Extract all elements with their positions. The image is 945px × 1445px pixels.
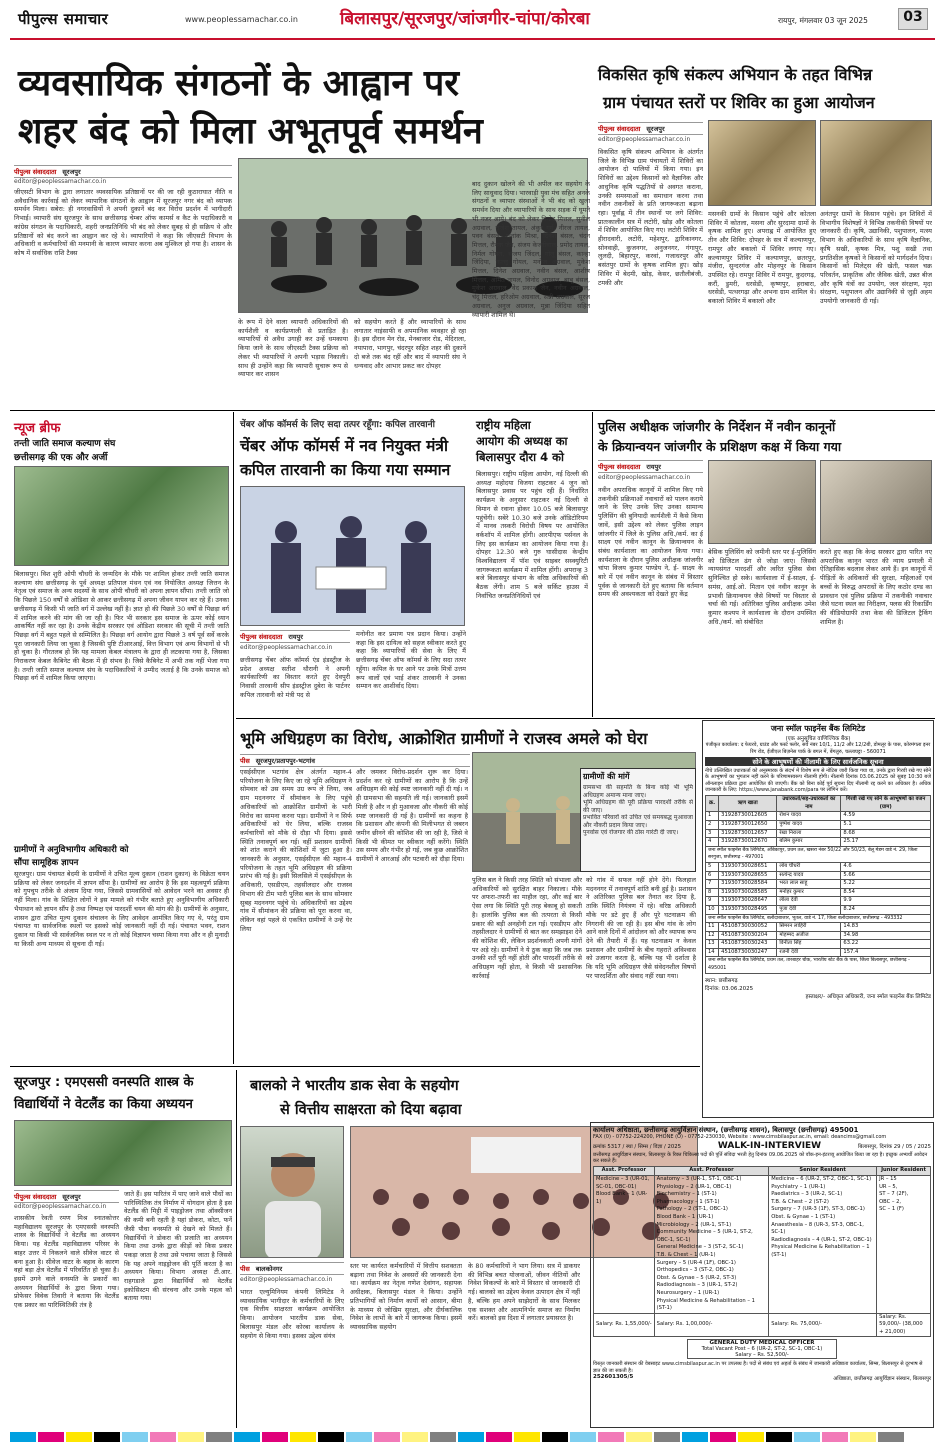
- bank-subtitle: (एक अनुसूचित वाणिज्यिक बैंक): [785, 736, 851, 742]
- bhumi-byline: [240, 754, 470, 767]
- brief-sub-body: सूरजपुर। ग्राम पंचायत बेदमी के ग्रामीणों ने उचित मूल्य दुकान (राशन दुकान) के विक्रेता चयन प्रक्रिया को लेकर जनदर्शन में ज्ञापन सौंपा है। ग्रामीणों का आरोप है कि इस महत्वपूर्ण प्रक्रिया को गुपचुप तरीके से अंजाम दिया गया, जिससे ग्रामवासियों को आवेदन भरने का अवसर ही नहीं मिला। गांव के शिक्षित लोगों ने इस मामले को गंभीर बताते हुए अनुविभागीय अधिकारी भैयाथान को ज्ञापन सौंप है तथा निष्पक्ष एवं पारदर्शी चयन की मांग की है। ग्रामीणों के अनुसार, शासन द्वारा उचित मूल्य दुकान संचालन के लिए आवेदन आमंत्रित किए गए थे, परंतु ग्राम पंचायत या सार्वजनिक स्थलों पर इसको कोई जानकारी नहीं दी गई। पंचायत भवन, राशन दुकान या किसी भी सार्वजनिक स्थल पर न तो कोई विज्ञापन चस्पा किया गया और न ही मुनादी या किसी अन्य माध्यम से सूचना दी गई।: [14, 870, 229, 948]
- police-email: editor@peoplessamachar.co.in: [598, 474, 691, 481]
- table-cell: 8.24: [841, 905, 931, 914]
- divider-bottom: [10, 1066, 700, 1067]
- walkin-col-2: Anatomy – 3 (UR-1, ST-1, OBC-1) Physiology – 2 (UR-1, OBC-1) Biochemistry – 1 (ST-1) Pharmacology – 1 (ST-1) Pathology – 2 (ST-1, OBC-1) Blood Bank – 1 (UR-1) Microbiology – 2 (UR-1, ST-1) Community Medicine – 5 (UR-1, ST-2, OBC-1, SC-1) General Medicine – 3 (ST-2, SC-1) T.B. & Chest – 1 (UR-1) Surgery – 5 (UR-4 (1F), OBC-1) Orthopedics – 3 (ST-2, OBC-1) Obst. & Gynae – 5 (UR-2, ST-3) Radiodiagnosis – 3 (UR-1, ST-2) Neurosurgery – 1 (UR-1) Physical Medicine & Rehabilitation – 1 (ST-1): [654, 1176, 769, 1314]
- bank-auction-ad: [702, 720, 934, 1118]
- byline-author: पीस: [240, 757, 250, 765]
- gdmo-box: [687, 1339, 837, 1359]
- color-swatch: [682, 1432, 708, 1442]
- table-cell: 4.6: [841, 862, 931, 871]
- table-row: [706, 940, 931, 949]
- walkin-org: कार्यालय अधिष्ठाता, छत्तीसगढ़ आयुर्विज्ञान संस्थान, (छत्तीसगढ़ शासन), बिलासपुर (छत्तीसगढ़) 495001: [593, 1126, 859, 1134]
- salary-label: Salary:: [771, 1321, 789, 1328]
- bank-address: पंजीकृत कार्यालय: द फेयरवे, ग्राउंड और फर्स्ट फ्लोर, सर्वे नंबर 10/1, 11/2 और 12/2बी, डोमलूर के पास, कोरमंगला इनर रिंग रोड, ईजीएल बिज़नेस पार्क के बगल में, बेंगलुरु, चल्लाघट्टा - 560071: [705, 742, 931, 755]
- police-headline-line-1: पुलिस अधीक्षक जांजगीर के निर्देशन में नवीन कानूनों: [598, 419, 836, 434]
- table-row: [706, 829, 931, 838]
- table-cell: 14: [706, 948, 719, 957]
- color-swatch: [94, 1432, 120, 1442]
- color-swatch: [766, 1432, 792, 1442]
- edu-headline-line-2: विद्यार्थियों ने वेटलैंड का किया अध्ययन: [14, 1097, 193, 1112]
- col-header: उधारकर्ता/सह-उधारकर्ता का नाम: [777, 796, 841, 812]
- col-header: क्र.: [706, 796, 719, 812]
- gdmo-salary: Salary – Rs. 52,500/-: [735, 1352, 789, 1359]
- police-photo-2: [820, 460, 932, 544]
- salary-cell: [654, 1313, 769, 1337]
- bank-table-body: [706, 812, 931, 973]
- table-row: [706, 838, 931, 847]
- table-cell: 10: [706, 905, 719, 914]
- table-cell: 5: [706, 862, 719, 871]
- edu-email: editor@peoplessamachar.co.in: [14, 1203, 107, 1210]
- byline-author: पीपुल्स संवाददाता: [14, 168, 57, 176]
- police-photo-1: [708, 460, 816, 544]
- walkin-col-1: Medicine – 3 (UR-01, SC-01, OBC-01) Blood Bank – 1 (UR-1): [594, 1176, 655, 1314]
- table-cell: 6: [706, 871, 719, 880]
- walkin-bottom-row: [593, 1374, 931, 1382]
- col-header: गिरवी रखे गए सोने के आभूषणों का वजन (ग्राम): [841, 796, 931, 812]
- table-cell: 31928730012670: [719, 838, 777, 847]
- lead-headline-line-1: व्यवसायिक संगठनों के आह्वान पर: [18, 63, 460, 104]
- col-header: Senior Resident: [769, 1167, 877, 1176]
- table-cell: 31930730028495: [719, 905, 777, 914]
- krishi-byline: [598, 122, 703, 135]
- color-swatch: [514, 1432, 540, 1442]
- bhumi-body-col-2: और जमकर विरोध-प्रदर्शन शुरू कर दिया। प्रदर्शन कर रहे ग्रामीणों का आरोप है कि उन्हें अधिग्रहण की कोई स्पष्ट जानकारी नहीं दी गई। न ही ग्रामसभा की सहमति ली गई। जानकारी इसमें मिली है और न ही मुआवजा और नौकरी की कोई स्पष्ट जानकारी दी गई है। ग्रामीणों का कहना है कि प्रशासन और कंपनी की मिलीभगत से जबरन जमीन छीनने की कोशिश की जा रही है, जिसे वे किसी भी कीमत पर स्वीकार नहीं करेंगे। स्थिति उस समय और गंभीर हो गई, जब कुछ आक्रोशित ग्रामीणों ने आरआई और पटवारी को दौड़ा दिया।: [356, 768, 468, 864]
- color-swatch: [710, 1432, 736, 1442]
- table-cell: मनोहर कुमार: [777, 888, 841, 897]
- krishi-email: editor@peoplessamachar.co.in: [598, 136, 691, 143]
- color-swatch: [66, 1432, 92, 1442]
- demands-title: ग्रामीणों की मांगें: [583, 772, 630, 781]
- color-swatch: [234, 1432, 260, 1442]
- walkin-footer: विस्तृत जानकारी संस्थान की वेबसाइट www.cimsbilaspur.ac.in पर उपलब्ध है। पदों से संबंध एवं अहर्ता के संबंध में जानकारी अधिष्ठाता कार्यालय, सिम्स, बिलासपुर से दूरभाष से ज्ञात की जा सकती है।: [593, 1361, 923, 1374]
- chamber-body-col-1: छत्तीसगढ़ चेंबर ऑफ कॉमर्स एंड इंडस्ट्रीज के प्रदेश अध्यक्ष सतीश थौरानी ने अपनी कार्यकारिणी का विस्तार करते हुए देवपुरी निवासी तारवानी सीप इंडस्ट्रीज दुबेरा के पार्टनर कपिल तारवानी को मंत्री पद से: [240, 656, 350, 699]
- walkin-col-4: JR – 15 UR – 5, ST – 7 (2F), OBC – 2, SC – 1 (F): [877, 1176, 931, 1314]
- table-cell: 31930730028585: [719, 888, 777, 897]
- byline-location: सूरजपुर/प्रतापपुर-भटगांव: [255, 757, 316, 765]
- table-cell: 5.1: [841, 820, 931, 829]
- table-row: [706, 948, 931, 957]
- byline-author: पीस: [240, 1265, 250, 1273]
- chamber-photo-art: [241, 487, 465, 626]
- salary-label: Salary:: [879, 1313, 897, 1320]
- bank-notice-body: नीचे उल्लिखित उधारकर्ता को अनुस्मारक के संदर्भ में विशेष रूप से नोटिस जारी किया गया था, उनके द्वारा गिरवी रखे गए सोने के आभूषणों का भुगतान नहीं करने के परिणामस्वरूप नीलामी होगी। नीलामी दिनांक 03.06.2025 को सुबह 10:30 बजे ऑनलाइन प्रक्रिया द्वारा आयोजित की जाएगी। बैंक को बिना कोई पूर्व सूचना दिए नीलामी रद्द करने का अधिकार है। अधिक जानकारी के लिए: https://www.janabank.com/para पर लॉगिन करें।: [705, 768, 931, 793]
- table-row: [706, 862, 931, 871]
- color-swatch: [262, 1432, 288, 1442]
- divider-left: [233, 412, 234, 1064]
- chamber-photo: [240, 486, 465, 626]
- table-cell: 5.22: [841, 880, 931, 889]
- table-row: [706, 931, 931, 940]
- lead-byline: [14, 165, 232, 178]
- table-cell: 63.22: [841, 940, 931, 949]
- table-row: [706, 812, 931, 821]
- color-swatch: [542, 1432, 568, 1442]
- balco-body-col-2: स्तर पर कार्यरत कर्मचारियों में वित्तीय सशक्तता बढ़ाना तथा निवेश के अवसरों की जानकारी देना था। कार्यक्रम का नेतृत्व गणेश देवांगन, सहायक अधीक्षक, बिलासपुर मंडल ने किया। उन्होंने प्रतिभागियों को निर्माण कार्यो को आसान, बीमा के माध्यम से जोखिम सुरक्षा, और दीर्घकालिक निवेश के लाभों के बारे में जागरूक किया। इसमें व्यावसायिक सहयोग: [350, 1262, 462, 1331]
- news-brief-label: न्यूज ब्रीफ: [14, 421, 61, 436]
- walkin-title-row: [593, 1141, 931, 1151]
- mahila-headline-line-3: बिलासपुर दौरा 4 को: [476, 450, 564, 464]
- table-cell: रजनी देवी: [777, 948, 841, 957]
- table-cell: 31930730028655: [719, 871, 777, 880]
- gdmo-title: GENERAL DUTY MEDICAL OFFICER: [709, 1340, 815, 1347]
- table-cell: 45108730030204: [719, 931, 777, 940]
- table-cell: 31928730012657: [719, 829, 777, 838]
- bhumi-demands-box: [580, 768, 696, 872]
- col-header: ऋण खाता: [719, 796, 777, 812]
- gdmo-posts: Total Vacant Post – 6 (UR-2, ST-2, SC-1, OBC-1): [701, 1346, 823, 1353]
- color-swatch: [598, 1432, 624, 1442]
- table-cell: 13: [706, 940, 719, 949]
- salary-value: Rs. 1,00,000/-: [675, 1321, 713, 1328]
- lead-email: editor@peoplessamachar.co.in: [14, 178, 107, 185]
- salary-value: Rs. 1,55,000/-: [615, 1321, 652, 1328]
- krishi-body-col-2: मसनकी ग्रामों के किसान पहुंचे और कोतला शिविर में कोतला, मसना और सुरदामा ग्रामों के कृषक शामिल हुए। अपराह्न में आयोजित हुए तीन और शिविर: दोपहर के सत्र में कल्याणपुर, रामपुर और बकालो में शिविर लगाए गए। कल्याणपुर शिविर में कल्याणपुर, छतरपुर, मंजीरा, सुन्दरगंज और मोहनपुर के किसान उपस्थित रहे। रामपुर शिविर में रामपुर, कुदरगढ़, करौं, डुमरी, धरसेडी, कृष्णपुर, हराबारा, धरसेडी, पत्थरगढ़ा और अभना ग्राम शामिल थे। बकालो शिविर में बकालो और: [708, 210, 816, 306]
- table-cell: 45108730030247: [719, 948, 777, 957]
- table-row: [706, 871, 931, 880]
- byline-author: पीपुल्स संवाददाता: [598, 463, 641, 471]
- krishi-headline-line-2: ग्राम पंचायत स्तरों पर शिविर का हुआ आयोजन: [603, 93, 875, 112]
- krishi-body-col-3: अनंतपुर ग्रामों के किसान पहुंचे। इन शिविरों में विभागीय विशेषज्ञों ने विभिन्न तकनीकी विषयों पर जानकारी दी। कृषि, उद्यानिकी, पशुपालन, मत्स्य विभाग के अधिकारियों के साथ कृषि वैज्ञानिक, कृषि सखी, कृषक मित्र, पशु सखी तथा प्रगतिशील कृषकों ने किसानों को मार्गदर्शन दिया। किसानों को मिलेट्स की खेती, फसल चक्र परिवर्तन, प्राकृतिक और जैविक खेती, उन्नत बीज और कृषि यंत्रों का उपयोग, जल संरक्षण, मृदा संरक्षण, पशुपालन और उद्यानिकी से जुड़ी अहम उपयोगी जानकारी दी गई।: [820, 210, 932, 306]
- table-cell: लोब चौधरी: [777, 862, 841, 871]
- walk-in-interview-ad: [590, 1122, 934, 1428]
- table-cell: 1: [706, 812, 719, 821]
- branch-address: जना स्मॉल फाइनेंस बैंक लिमिटेड, अंबिकापुर, प्रथम तल, खसरा नंबर 50/22 और 50/23, बेलू मेडम वार्ड नं. 29, जिला सरगुजा, छत्तीसगढ़ - 497001: [706, 846, 931, 862]
- table-cell: 8.54: [841, 888, 931, 897]
- lead-body-col-3: को सहयोग करते हैं और व्यापारियों के साथ लगातार नाइंसाफी व अपमानिक व्यवहार हो रहा है। इस दौरान मेन रोड, मेनबाजार रोड, मेदिराला, नयापारा, भागपुर, चंदरपुर सहित शहर की दुकानें दो बजे तक बंद रहीं और बाद में व्यापारी संघ ने धन्यवाद और आभार प्रकट कर दोपहर: [354, 318, 466, 370]
- website-url: www.peoplessamachar.co.in: [185, 15, 298, 24]
- krishi-body-col-1: विकसित कृषि संकल्प अभियान के अंतर्गत जिले के विभिन्न ग्राम पंचायतों में शिविरों का आयोजन दो पालियों में किया गया। इन शिविरों का उद्देश्य किसानों को वैज्ञानिक और आधुनिक कृषि पद्धतियों से अवगत कराना, उनकी समस्याओं का समाधान करना तथा नवीन तकनीकों के प्रति जागरूकता बढ़ाना रहा। पूर्वाह्न में तीन स्थानों पर लगे शिविर: प्रातःकालीन सत्र में लटोरी, खोड़ और कोतला में शिविर आयोजित किए गए। लटोरी शिविर में हीरादवारी, लटोरी, महेशपुर, द्वारिकानगर, सोनवाही, कुजनगर, अनुजनगर, गंगापुर, लुलदी, बिहारपुर, करवां, गजाधरपुर और बसंतपुर ग्रामों के कृषक शामिल हुए। खोड़ शिविर में बेदमी, खोड़, केसर, छतौलीबंजी, टमकी और: [598, 148, 703, 287]
- table-cell: 9.9: [841, 897, 931, 906]
- table-cell: 5.66: [841, 871, 931, 880]
- walkin-col-3: Medicine – 6 (UR-2, ST-2, OBC-1, SC-1) Psychiatry – 1 (UR-1) Paediatrics – 3 (UR-2, SC-1) T.B. & Chest – 2 (ST-2) Surgery – 7 (UR-3 (1F), ST-3, OBC-1) Obst. & Gynae – 1 (ST-1) Anaesthesia – 8 (UR-3, ST-3, OBC-1, SC-1) Radiodiagnosis – 4 (UR-1, ST-2, OBC-1) Physical Medicine & Rehabilitation – 1 (ST-1): [769, 1176, 877, 1314]
- color-swatch: [290, 1432, 316, 1442]
- balco-byline: [240, 1262, 344, 1275]
- demand-item: भूमि अधिग्रहण की पूरी प्रक्रिया पारदर्शी तरीके से की जाए।: [583, 799, 693, 814]
- salary-label: Salary:: [596, 1321, 614, 1328]
- bank-title: जना स्मॉल फाइनेंस बैंक लिमिटेड: [770, 724, 866, 733]
- color-swatch: [850, 1432, 876, 1442]
- branch-row: [706, 957, 931, 973]
- color-swatch: [878, 1432, 904, 1442]
- color-swatch: [206, 1432, 232, 1442]
- table-cell: पुष्पेश यादव: [777, 820, 841, 829]
- table-cell: 11: [706, 923, 719, 932]
- bhumi-body-col-3: पुलिस बल ने किसी तरह स्थिति को संभाला और अधिकारियों को सुरक्षित बाहर निकाला। मौके पर अफरा-तफरी का माहौल रहा, और कई बार ऐसा लगा कि स्थिति पूरी तरह बेकाबू हो सकती है। हालांकि पुलिस बल की तत्परता से किसी प्रकार की बड़ी अनहोनी टल गई। एसडीएम और तहसीलदार ने ग्रामीणों से बात कर समझाइश देने की कोशिश की, लेकिन प्रदर्शनकारी अपनी मांगों पर अड़े रहे। ग्रामीणों ने ये ठुक कहा कि जब तक उनकी शर्तें पूरी नहीं होती और पारदर्शी तरीके से अधिग्रहण नहीं होता, वे किसी भी प्रशासनिक कार्रवाई: [472, 876, 582, 980]
- mahila-body: बिलासपुर। राष्ट्रीय महिला आयोग, नई दिल्ली की अध्यक्ष महोदया विजया राहटकर 4 जून को बिलासपुर प्रवास पर पहुंच रही हैं। निर्धारित कार्यक्रम के अनुसार राहटकर नई दिल्ली से विमान से रवाना होकर 10.05 बजे बिलासपुर पहुंचेंगी। सबेरे 10.30 बजे उनके ऑडिटोरियम में मानव तस्करी विरोधी विषय पर आयोजित वर्कशॉप में शामिल होंगी। आरपीएफ पर्सनल के लिए इस कार्यक्रम का आयोजन किया गया है। दोपहर 12.30 बजे गुरु घासीदास केन्द्रीय विश्वविद्यालय में पॉश एवं साइबर सस्क्युरिटी जागरूकता कार्यक्रम में शामिल होंगी। अपरान्ह 3 बजे बिलासपुर संभाग के वरिष्ठ अधिकारियों की बैठक लेंगी। शाम 5 बजे सर्किट हाउस में निर्वाचित जनप्रतिनिधियों एवं: [476, 470, 588, 600]
- table-cell: मोहम्मद अजीज: [777, 931, 841, 940]
- color-swatch: [318, 1432, 344, 1442]
- salary-label: Salary:: [656, 1321, 675, 1328]
- chamber-email: editor@peoplessamachar.co.in: [240, 644, 333, 651]
- edition-title: बिलासपुर/सूरजपुर/जांजगीर-चांपा/कोरबा: [340, 9, 590, 29]
- color-swatch: [654, 1432, 680, 1442]
- color-swatch: [822, 1432, 848, 1442]
- byline-author: पीपुल्स संवाददाता: [598, 125, 641, 133]
- chamber-headline-line-2: कपिल तारवानी का किया गया सम्मान: [240, 461, 451, 479]
- salary-value: Rs. 59,000/- (38,000 + 21,000): [879, 1313, 923, 1335]
- color-swatch: [626, 1432, 652, 1442]
- masthead: [0, 0, 945, 40]
- branch-address: जना स्मॉल फाइनेंस बैंक लिमिटेड, प्रथम तल, तारबाहर चौक, भारतीय स्टेट बैंक के पास, जिला बिलासपुर, छत्तीसगढ़ - 495001: [706, 957, 931, 973]
- walkin-code: 252601305/5: [593, 1373, 634, 1380]
- table-row: [706, 880, 931, 889]
- table-cell: 45108730030052: [719, 923, 777, 932]
- color-swatch: [346, 1432, 372, 1442]
- byline-location: सूरजपुर: [646, 125, 665, 133]
- balco-portrait-art: [241, 1127, 344, 1258]
- byline-author: पीपुल्स संवाददाता: [14, 1193, 57, 1201]
- table-cell: 25.17: [841, 838, 931, 847]
- bank-auction-table: [705, 795, 931, 973]
- table-cell: 8.68: [841, 829, 931, 838]
- edu-headline-line-1: सूरजपुर : एमएससी वनस्पति शास्त्र के: [14, 1075, 194, 1090]
- color-swatch: [374, 1432, 400, 1442]
- edu-photo: [14, 1120, 232, 1186]
- brief-photo: [14, 466, 229, 566]
- masthead-rule: [10, 38, 935, 40]
- col-header: Asst. Professor: [594, 1167, 655, 1176]
- salary-cell: [594, 1313, 655, 1337]
- chamber-kicker: चेंबर ऑफ कॉमर्स के लिए सदा तत्पर रहूँगा: कपिल तारवानी: [240, 420, 435, 430]
- bank-notice-title: सोने के आभूषणों की नीलामी के लिए सार्वजनिक सूचना: [705, 757, 931, 766]
- table-cell: 34.98: [841, 931, 931, 940]
- police-body-col-1: नवीन अपराधिक कानूनों में शामिल किए गये तकनीकी प्रक्रियाओं नवाचारों को पालन कराये जाने के लिए उनके लिए उनका सामान्य पुलिसिंग की बुनियादी कार्यशैली में कैसे किया जावें, इसी उद्देश्य को लेकर पुलिस लाइन जांजगीर में जिले के पुलिस अधि./कर्म. का ई साक्ष्य एवं नवीन कानून के क्रियान्वयन के संबंध कार्यशाला का आयोजन किया गया। कार्यशाला के दौरान पुलिस अधीक्षक जांजगीर चांपा विजय कुमार पाण्डेय ने, ई- साक्ष्य के बारे में एवं नवीन कानून के संबंध में विस्तार पूर्वक से जानकारी देते हुए बताया कि वर्तमान समय की अवश्यकता को देखते हुए केंद्र: [598, 486, 703, 599]
- lead-body-col-4: बाद दुकान खोलने की भी अपील कर सहयोग के लिए साधुवाद दिया। भारवाड़ी युवा मंच सहित अनके संगठनों व व्यापार संस्थाओं ने भी बंद को खुला समर्थन दिया और व्यापारियों के साथ सड़क में घूमते भी नजर आये। बंद को लेकर विनोद मित्तल, सुनील अग्रवाल, राजेश तायल, अंकुर गर्ग, नीरज तायल, पवन बंसल, शशांक मिश्रा, दिनेश बंसल, चंदन मित्तल, रौनक जैन, संजय केजरीवाल, प्रमोद तायल, निर्मल गोयल, संजय जिंदल, गोलू बंसल, कान्हा जिंदिया, कल्लू गोयल, मनोज अग्रवाल, मुकेश मित्तल, दिनेश अग्रवाल, नवीन बंसल, आशीष मित्तल, अमित तायल, विनोद अग्रवाल, बाबू बंसल, मुकेश अग्रवाल, वेद प्रकाश जैन, नवीन अग्रवाल, चंदू मित्तल, हरिओम अग्रवाल, सन्नी अग्रवाल, सूरज अग्रवाल, अनुज अग्रवाल, मुन्ना जिंदिया सहित व्यापारी शामिल थे।: [472, 180, 590, 319]
- salary-cell: [769, 1313, 877, 1337]
- color-swatch: [150, 1432, 176, 1442]
- byline-location: रायपुर: [288, 633, 303, 641]
- bank-place: स्थान: छत्तीसगढ़: [705, 977, 738, 984]
- divider-bottom-v: [236, 1070, 237, 1428]
- newspaper-logo: पीपुल्स समाचार: [18, 10, 109, 28]
- walkin-intro: छत्तीसगढ़ आयुर्विज्ञान संस्थान, बिलासपुर के रिक्त चिकित्सा पदों की पूर्ति संविदा भरती हेतु दिनांक 09.06.2025 को वॉक-इन-इंटरव्यू आयोजित किया जा रहा है। इच्छुक अभ्यर्थी आवेदन कर सकते हैं।: [593, 1152, 928, 1165]
- byline-location: रायपुर: [646, 463, 661, 471]
- byline-author: पीपुल्स संवाददाता: [240, 633, 283, 641]
- edu-body-col-2: जाते हैं। इस पारितंत्र में पाए जाने वाले पौधों का पारिस्थितिक तंत्र निर्माण में योगदान होता है इस वेटलैंड की मिट्टी में पाइड्रोजन तथा ऑक्सीजन की कमी बनी रहती है यहां डोकरा, कोटा, फर्ने जैसी पौधा वनस्पति से देखने को मिलते हैं। विद्यार्थियों ने डोकरा की प्रजाति का अध्ययन किया तथा उनके द्वारा कीड़ों को किस प्रकार पकड़ा जाता है तथा उसे पचाया जाता है जिससे कि यह अपने नाइड्रोजन की पूर्ति करता है का अध्ययन किया। विभाग अध्यक्ष टी.आर. राहगडाले द्वारा विद्यार्थियों को वेटलैंड इकोसिस्टम की संरचना और उनके महत्व को बताया गया।: [124, 1190, 232, 1303]
- police-headline-line-2: के क्रियान्वयन जांजगीर के प्रशिक्षण कक्ष में किया गया: [598, 439, 842, 454]
- table-row: [706, 888, 931, 897]
- edu-byline: [14, 1190, 119, 1203]
- table-cell: 31930730028584: [719, 880, 777, 889]
- balco-email: editor@peoplessamachar.co.in: [240, 1276, 333, 1283]
- color-swatch: [10, 1432, 36, 1442]
- table-cell: 31928730012605: [719, 812, 777, 821]
- table-row: [706, 820, 931, 829]
- demand-item: पुनर्वास एवं रोजगार की ठोस गारंटी दी जाए।: [583, 829, 679, 836]
- table-cell: 4: [706, 838, 719, 847]
- print-color-bar: [10, 1432, 935, 1442]
- krishi-photo-1: [708, 120, 816, 206]
- walkin-contact: FAX (0) - 07752-224200, PHONE (O) - 07752-230030, Website : www.cimsbilaspur.ac.in, email: deancims@gmail.com: [593, 1134, 887, 1140]
- color-swatch: [794, 1432, 820, 1442]
- bhumi-headline: भूमि अधिग्रहण का विरोध, आक्रोशित ग्रामीणों ने राजस्व अमले को घेरा: [240, 729, 648, 748]
- chamber-byline: [240, 630, 350, 643]
- brief-body: बिलासपुर। विश शुरी ओपी चौधरी के जन्मदिन के मौके पर शामिल होकर तन्ती जाति समाज कल्याण संघ छत्तीसगढ़ के पूर्व अध्यक्ष प्रतिपाल मंथन एवं नव नियोजित अध्यक्ष जित्तन के नेतृत्व एवं समाज के अन्य सदस्यों के साथ ओपी चौधरी को अपना ज्ञापन सौंपा। तन्ती जाति जो कि पिछले 150 वर्षों से ओडिशा से आकर छत्तीसगढ़ में अपना जीवन यापन कर रहे हैं। उनका छत्तीसगढ़ में किसी भी जाति वर्ग में उल्लेख नहीं है। ज्ञात हो की पिछले 30 वर्षों से पिछड़ा वर्ग में शामिल करने की मांग की जा रही है। फिर भी सरकार इस समाज के ऊपर कोई ध्यान आकर्षित नहीं कर रहा है। उनके केंद्रीय सरकार एवं ओडिशा सरकार की सूची में तन्ती जाति पिछड़ा वर्ग में बहुत पहले से सम्मिलित है। पिछड़ा वर्ग आयोग द्वारा पिछले 3 वर्ष पूर्व सर्वे करके पूरा जानकारी लिया जा चुका है जिसकी पुष्टि टीआरआई, वित्त विभाग एवं अन्य विभागों से भी हो चुका है। गौरतलब हो कि यह मामला केबल मंत्रालय के द्वारा ही लटकाया गया है, जिसका निराकरण केबल कैबिनेट की बैठक में ही संभव है। जिसे कैबिनेट में अभी तक नहीं भेजा गया है। तन्ती जाति समाज कल्याण संघ के पदाधिकारियों ने उम्मीद जताई है कि उनके समाज को पिछड़ा वर्ग में शामिल किया जाएगा।: [14, 570, 229, 683]
- brief-headline-line-1: तन्ती जाति समाज कल्याण संघ: [14, 439, 116, 449]
- police-byline: [598, 460, 703, 473]
- color-swatch: [122, 1432, 148, 1442]
- table-cell: 45108730030243: [719, 940, 777, 949]
- balco-portrait: [240, 1126, 344, 1258]
- table-cell: पूजा देवी: [777, 905, 841, 914]
- table-cell: 31930730028651: [719, 862, 777, 871]
- walkin-table: [593, 1166, 931, 1337]
- byline-location: सूरजपुर: [62, 168, 81, 176]
- branch-row: [706, 914, 931, 923]
- table-cell: 8: [706, 888, 719, 897]
- lead-body-col-1: जीएसटी विभाग के द्वारा लगातार व्यवसायिक प्रतिष्ठानों पर की जा रही कुठाराघात नीति व अवैधानिक कार्रवाई को लेकर व्यापारिक संगठनों के आह्वान में सूरजपुर नगर बंद को व्यापक समर्थन मिला। सबेरा: ही नगरवासियों ने अपनी दुकानें बंद कर विरोध प्रदर्शन में भागीदारी निभाई। व्यापारी संघ सूरजपुर के साथ छत्तीसगढ़ चेम्बर ऑफ कामर्स व कैट के पदाधिकारी व कांग्रेस संगठन के पदाधिकारी, शहरी जनप्रतिनिधि भी बंद को लेकर सुबह से ही सक्रिय थे और प्रतिष्ठानों को बंद करने का आह्वान कर रहे थे। व्यापारियों ने कहा कि जीएसटी विभाग के अधिकारी व कर्मचारियों की मनमानी के कारण व्यापार करना अब मुश्किल हो गया है। शासन के कोष में सर्वाधिक राशि टैक्स: [14, 188, 232, 257]
- balco-headline-line-1: बालको ने भारतीय डाक सेवा के सहयोग: [250, 1078, 459, 1094]
- color-swatch: [38, 1432, 64, 1442]
- police-body-col-2: बेसिक पुलिसिंग को जमीनी स्तर पर ई-पुलिसिंग को डिजिटल ढंग से जोड़ा जाए। जिससे न्यायसंगत पारदर्शी और त्वरित पुलिस सेवा सुनिश्चित हो सके। कार्यशाला में ई-साक्ष्य, ई-समंस, आई.ओ. मितान एवं नवीन कानून के प्रभावी क्रियान्वयन जैसे विषयों पर विस्तार से चर्चा की गई। अतिरिक्त पुलिस अधीक्षक उमेश कुमार कश्यप ने कार्यशाला के दौरान उपस्थित अधि./कर्म. को संबोधित: [708, 548, 816, 626]
- divider-mid-h: [236, 718, 935, 719]
- table-cell: 31928730012650: [719, 820, 777, 829]
- table-cell: भरत लाल साहू: [777, 880, 841, 889]
- dateline: रायपुर, मंगलवार 03 जून 2025: [778, 16, 868, 25]
- chamber-headline-line-1: चेंबर ऑफ कॉमर्स में नव नियुक्त मंत्री: [240, 437, 448, 455]
- lead-headline-line-2: शहर बंद को मिला अभूतपूर्व समर्थन: [18, 111, 483, 152]
- table-cell: लीला देवी: [777, 897, 841, 906]
- table-cell: रोशन यादव: [777, 812, 841, 821]
- table-row: [706, 923, 931, 932]
- chamber-body-col-2: मनोनीत कर प्रमाण पत्र प्रदान किया। उन्होंने कहा कि इस दायित्व को सहज स्वीकार करते हुए कहा कि व्यापारियों की सेवा के लिए मैं छत्तीसगढ़ चेंबर ऑफ कॉमर्स के लिए सदा तत्पर रहूँगा। कपिल के घर आने पर उनके मित्रों उत्तम रूप वालों एवं भाई शंकर तारवानी ने उनका सम्मान कर आशीर्वाद दिया।: [356, 630, 466, 691]
- salary-cell: [877, 1313, 931, 1337]
- balco-headline-line-2: से वित्तीय साक्षरता को दिया बढ़ावा: [280, 1102, 462, 1118]
- col-header: Junior Resident: [877, 1167, 931, 1176]
- walkin-ref-date: बिलासपुर, दिनांक 29 / 05 / 2025: [858, 1144, 931, 1150]
- table-cell: सत्येन्द्र यादव: [777, 871, 841, 880]
- color-swatch: [486, 1432, 512, 1442]
- table-cell: रेखा निराला: [777, 829, 841, 838]
- byline-location: सूरजपुर: [62, 1193, 81, 1201]
- table-cell: 157.4: [841, 948, 931, 957]
- color-swatch: [458, 1432, 484, 1442]
- balco-body-col-1: भारत एल्युमिनियम कंपनी लिमिटेड ने व्यावसायिक भागीदार के कर्मचारियों के लिए एक वित्तीय साक्षरता कार्यक्रम आयोजित किया। आयोजन भारतीय डाक सेवा, बिलासपुर मंडल और कोरबा कार्यालय के सहयोग से किया गया। इसका उद्देश्य संयंत्र: [240, 1288, 344, 1340]
- branch-address: जना स्मॉल फाइनेंस बैंक लिमिटेड, बलौदाबाजार, भूतल, वार्ड नं. 17, जिला बलौदाबाजार, छत्तीसगढ़ - 493332: [706, 914, 931, 923]
- brief-sub-headline-2: सौंपा सामूहिक ज्ञापन: [14, 858, 79, 868]
- bhumi-body-col-1: एसईसीएल भटगांव क्षेत्र अंतर्गत महान-4 परियोजना के लिए किए जा रहे भूमि अधिग्रहण ने सोमवार को उस समय उग्र रूप ले लिया, जब ग्राम मदननगर में सीमांकन के लिए पहुंचे अधिकारियों को आक्रोशित ग्रामीणों के भारी विरोध का सामना करना पड़ा। ग्रामीणों ने न सिर्फ अधिकारियों को घेर लिया, बल्कि राजस्व कर्मचारियों को मौके से दौड़ा भी दिया। इससे स्थिति तनावपूर्ण बन गई। वहीं प्रशासन ग्रामीणों को शांत कराने की कोशिशों में जुटा हुआ है। जानकारी के अनुसार, एसईसीएल की महान-4 परियोजना के तहत भूमि अधिग्रहण की प्रक्रिया प्रारंभ की गई है। इसी सिलसिले में एसईसीएल के अधिकारी, एसडीएम, तहसीलदार और राजस्व विभाग की टीम भारी पुलिस बल के साथ सोमवार सुबह मदननगर पहुंचे थे। अधिकारियों का उद्देश्य गांव में सीमांकन की प्रक्रिया को पूरा करना था, लेकिन वहां पहले से एकत्रित ग्रामीणों ने उन्हें घेर लिया: [240, 768, 352, 933]
- balco-body-col-3: के 80 कर्मचारियों ने भाग लिया। सत्र में डाकघर की विभिन्न बचत योजनाओं, जीवन नीतियों और निवेश विकल्पों के बारे में विस्तार से जानकारी दी गई। बालको का उद्देश्य केवल उत्पादन क्षेत्र में नहीं है, बल्कि हम अपने साझेदारों के साथ मिलकर एक सशक्त और आत्मनिर्भर समाज का निर्माण करें। बालको इस दिशा में लगातार प्रयासरत है।: [468, 1262, 580, 1323]
- table-cell: विनीता सिंह: [777, 940, 841, 949]
- color-swatch: [430, 1432, 456, 1442]
- brief-headline-line-2: छत्तीसगढ़ की एक और अर्जी: [14, 453, 108, 463]
- walkin-title: WALK-IN-INTERVIEW: [717, 1141, 822, 1151]
- table-cell: बलिम कुमार: [777, 838, 841, 847]
- col-header: Asst. Professor: [654, 1167, 769, 1176]
- byline-location: बालकोनगर: [255, 1265, 283, 1273]
- table-cell: 7: [706, 880, 719, 889]
- krishi-photo-2: [820, 120, 932, 206]
- table-cell: 14.83: [841, 923, 931, 932]
- color-swatch: [178, 1432, 204, 1442]
- edu-body-col-1: शासकीय रेवती रमण मिश्र स्नातकोत्तर महाविद्यालय सूरजपुर के एमएससी वनस्पति शास्त्र के विद्यार्थियों ने वेटलैंड का अध्ययन किया। यह वेटलैंड महाविद्यालय परिसर के बाहर उत्तर में निकलने वाले सीवेज वाटर से बना हुआ है। सीवेज वाटर के बहाव के कारण वहां बड़ा क्षेत्र वेटलैंड में परिवर्तित हो चुका है। इसमें उगने वाले वनस्पति के प्रकारों का अध्ययन विद्यार्थियों के द्वारा किया गया। प्रोफेसर विवेक तिवारी ने बताया कि वेटलैंड एक प्रकार का पारिस्थितिकी तंत्र है: [14, 1214, 119, 1310]
- divider-mid-v: [592, 412, 593, 717]
- table-row: [706, 897, 931, 906]
- demand-item: प्रभावित परिवारों को उचित एवं समयबद्ध मुआवजा और नौकरी प्रदान किया जाए।: [583, 814, 693, 829]
- table-cell: 4.59: [841, 812, 931, 821]
- demand-item: ग्रामसभा की सहमति के बिना कोई भी भूमि अधिग्रहण अमान्य माना जाए।: [583, 784, 693, 799]
- brief-sub-headline-1: ग्रामीणों ने अनुविभागीय अधिकारी को: [14, 845, 129, 855]
- police-body-col-3: करते हुए कहा कि केन्द्र सरकार द्वारा पारित नए अपराधिक कानून भारत की न्याय प्रणाली में ऐतिहासिक बदलाव लेकर आये हैं। इन कानूनों में पीड़ितों के अधिकारों की सुरक्षा, महिलाओं एवं बच्चों के विरुद्ध अपराधों के लिए कठोर दण्ड का प्रावधान एवं पुलिस प्रक्रिया में तकनीकी नवाचार जैसे घटना स्थल का निरीक्षण, फ्लस की रिकार्डिंग की वीडियोग्राफी तथा केस की डिजिटल ट्रैकिंग शामिल है।: [820, 548, 932, 626]
- table-cell: 3: [706, 829, 719, 838]
- divider-top: [10, 410, 935, 411]
- branch-row: [706, 846, 931, 862]
- table-cell: 12: [706, 931, 719, 940]
- color-swatch: [402, 1432, 428, 1442]
- lead-body-col-2: के रूप में देने वाला व्यापारी अधिकारियों की कार्यशैली व कार्यप्रणाली से प्रताड़ित है। व्यापारियों से अवैध उगाही कर उन्हें धमकाया किया जाने के साथ जीएसटी टैक्स प्रक्रिया को लेकर भी व्यापारियों ने अपनी भड़ास निकाली। साथ ही उन्होंने कहा कि व्यापारी सुचारू रूप से व्यापार कर शासन: [238, 318, 348, 379]
- table-cell: सिमरन लाहिरी: [777, 923, 841, 932]
- table-row: [706, 905, 931, 914]
- mahila-headline-line-1: राष्ट्रीय महिला: [476, 418, 531, 432]
- table-cell: 9: [706, 897, 719, 906]
- color-swatch: [738, 1432, 764, 1442]
- table-cell: 31930730028647: [719, 897, 777, 906]
- color-swatch: [570, 1432, 596, 1442]
- bank-signatory: हस्ताक्षर/- अधिकृत अधिकारी, जना स्मॉल फाइनेंस बैंक लिमिटेड: [805, 993, 931, 1000]
- krishi-headline-line-1: विकसित कृषि संकल्प अभियान के तहत विभिन्न: [598, 65, 873, 84]
- walkin-signature: अधिष्ठाता, छत्तीसगढ़ आयुर्विज्ञान संस्थान, बिलासपुर: [833, 1375, 931, 1382]
- salary-value: Rs. 75,000/-: [790, 1321, 822, 1328]
- table-cell: 2: [706, 820, 719, 829]
- bhumi-body-col-4: को गांव में सफल नहीं होने देंगे। फिलहाल मदननगर में तनावपूर्ण शांति बनी हुई है। प्रशासन ने अतिरिक्त पुलिस बल तैनात कर दिया है, ताकि स्थिति नियंत्रण में रहे। वरिष्ठ अधिकारी मौके पर डटे हुए हैं और पूरे घटनाक्रम की निगरानी की जा रही है। इस बीच गांव के लोग आने वाले दिनों में आंदोलन को और व्यापक रूप देने की तैयारी में हैं। यह घटनाक्रम न केवल प्रशासन और ग्रामीणों के बीच गहराते अविश्वास को उजागर करता है, बल्कि यह भी दर्शाता है कि यदि भूमि अधिग्रहण जैसे संवेदनशील विषयों पर पारदर्शिता और संवाद नहीं रखा गया।: [586, 876, 696, 980]
- bank-date: दिनांक: 03.06.2025: [705, 985, 754, 992]
- mahila-headline-line-2: आयोग की अध्यक्ष का: [476, 434, 568, 448]
- page-number: 03: [898, 8, 928, 30]
- walkin-ref: क्रमांक 5317 / स्था / सिम्स / विज्ञा / 2025: [593, 1144, 681, 1150]
